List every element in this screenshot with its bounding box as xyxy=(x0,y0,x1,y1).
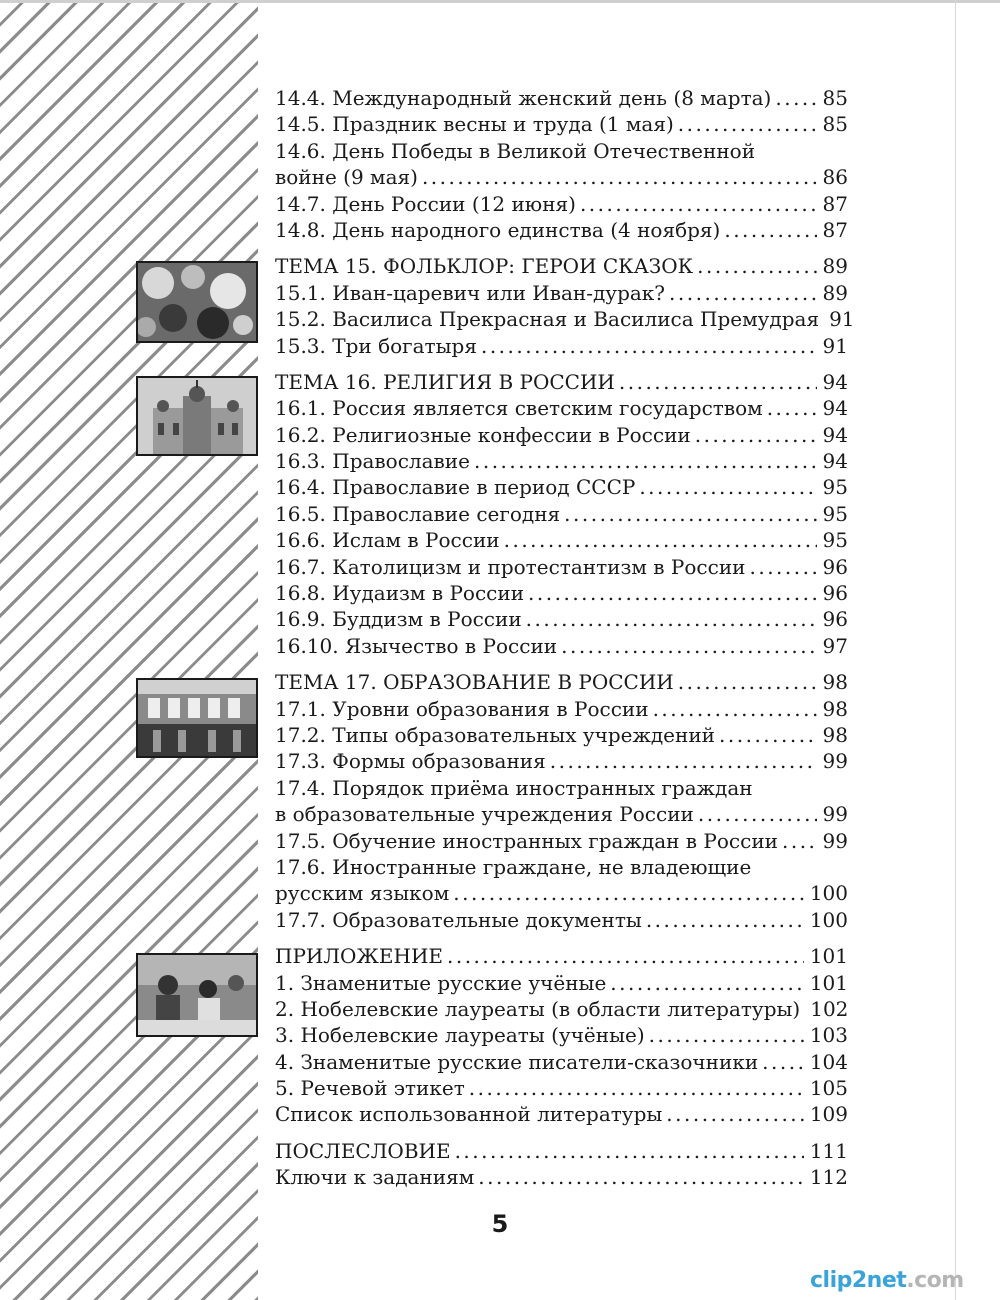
toc-page-number: 91 xyxy=(822,333,848,358)
toc-page-number: 96 xyxy=(822,581,848,606)
toc-page-number: 100 xyxy=(809,907,848,932)
toc-entry[interactable]: войне (9 мая) ..... 86 xyxy=(275,164,848,190)
toc-page-number: 85 xyxy=(822,112,848,137)
toc-entry[interactable]: 3. Нобелевские лауреаты (учёные) ..... 103 xyxy=(275,1022,848,1048)
toc-entry[interactable]: 5. Речевой этикет ..... 105 xyxy=(275,1075,848,1101)
watermark-domain: .com xyxy=(906,1268,964,1293)
toc-entry-line1[interactable]: 17.6. Иностранные граждане, не владеющие xyxy=(275,854,752,879)
toc-page-number: 112 xyxy=(809,1165,848,1190)
toc-page-number: 99 xyxy=(822,828,848,853)
toc-entry[interactable]: 17.2. Типы образовательных учреждений ..... 98 xyxy=(275,722,848,748)
toc-entry[interactable]: 2. Нобелевские лауреаты (в области литературы) 102 xyxy=(275,996,849,1021)
toc-entry[interactable]: 16.9. Буддизм в России ..... 96 xyxy=(275,606,848,632)
toc-entry[interactable]: 15.1. Иван-царевич или Иван-дурак? ..... 89 xyxy=(275,280,848,306)
toc-page-number: 89 xyxy=(822,280,848,305)
toc-page-number: 89 xyxy=(822,254,848,279)
hatched-margin xyxy=(0,0,258,1300)
toc-entry[interactable]: 16.7. Католицизм и протестантизм в России ..... 96 xyxy=(275,554,848,580)
toc-entry-line1[interactable]: 14.6. День Победы в Великой Отечественной xyxy=(275,138,756,163)
toc-page-number: 98 xyxy=(822,722,848,747)
toc-entry[interactable]: 16.10. Язычество в России ..... 97 xyxy=(275,633,848,659)
toc-page-number: 95 xyxy=(822,528,848,553)
toc-entry[interactable]: в образовательные учреждения России ..... 99 xyxy=(275,801,848,827)
toc-entry[interactable]: русским языком ..... 100 xyxy=(275,880,848,906)
toc-page-number: 105 xyxy=(809,1076,848,1101)
toc-entry[interactable]: 17.3. Формы образования ..... 99 xyxy=(275,748,848,774)
toc-page-number: 98 xyxy=(822,670,848,695)
toc-page-number: 111 xyxy=(809,1138,848,1163)
watermark xyxy=(810,1268,964,1293)
toc-page-number: 94 xyxy=(822,422,848,447)
toc-page-number: 87 xyxy=(822,191,848,216)
watermark-brand: clip2net xyxy=(810,1268,907,1293)
toc-entry[interactable]: 16.3. Православие ..... 94 xyxy=(275,448,848,474)
toc-entry[interactable]: 15.3. Три богатыря ..... 91 xyxy=(275,333,848,359)
toc-entry[interactable]: Список использованной литературы ..... 109 xyxy=(275,1101,848,1127)
toc-topic-heading[interactable]: ТЕМА 16. РЕЛИГИЯ В РОССИИ ..... 94 xyxy=(275,369,848,395)
religion-photo xyxy=(136,376,258,456)
toc-entry[interactable]: 16.5. Православие сегодня ..... 95 xyxy=(275,501,848,527)
table-of-contents xyxy=(275,85,855,1191)
appendix-photo xyxy=(136,953,258,1037)
toc-page-number: 99 xyxy=(822,749,848,774)
toc-entry-line1[interactable]: 17.4. Порядок приёма иностранных граждан xyxy=(275,775,753,800)
toc-topic-heading[interactable]: ТЕМА 15. ФОЛЬКЛОР: ГЕРОИ СКАЗОК ..... 89 xyxy=(275,253,848,279)
toc-page-number: 96 xyxy=(822,554,848,579)
toc-entry[interactable]: 1. Знаменитые русские учёные ..... 101 xyxy=(275,970,848,996)
toc-page-number: 102 xyxy=(810,996,849,1021)
toc-page-number: 94 xyxy=(822,449,848,474)
toc-page-number: 98 xyxy=(822,696,848,721)
toc-entry[interactable]: 14.5. Праздник весны и труда (1 мая) ..... 85 xyxy=(275,111,848,137)
toc-page-number: 96 xyxy=(822,607,848,632)
toc-entry[interactable]: 17.1. Уровни образования в России ..... 98 xyxy=(275,696,848,722)
toc-page-number: 109 xyxy=(809,1102,848,1127)
toc-page-number: 94 xyxy=(822,369,848,394)
toc-page-number: 101 xyxy=(809,970,848,995)
toc-page-number: 103 xyxy=(809,1023,848,1048)
toc-page-number: 91 xyxy=(829,307,855,332)
toc-entry[interactable]: 14.8. День народного единства (4 ноября) ..... 87 xyxy=(275,217,848,243)
toc-page-number: 86 xyxy=(822,165,848,190)
toc-page-number: 99 xyxy=(822,802,848,827)
toc-entry[interactable]: 16.1. Россия является светским государством ..... 94 xyxy=(275,395,848,421)
toc-entry[interactable]: 16.8. Иудаизм в России ..... 96 xyxy=(275,580,848,606)
toc-entry[interactable]: 17.7. Образовательные документы ..... 100 xyxy=(275,907,848,933)
toc-page-number: 95 xyxy=(822,501,848,526)
toc-page-number: 97 xyxy=(822,633,848,658)
folklore-photo xyxy=(136,261,258,343)
toc-page-number: 87 xyxy=(822,217,848,242)
education-photo xyxy=(136,678,258,758)
toc-page-number: 101 xyxy=(809,944,848,969)
toc-entry[interactable]: 16.6. Ислам в России ..... 95 xyxy=(275,527,848,553)
right-rule xyxy=(955,0,956,1300)
toc-entry[interactable]: 15.2. Василиса Прекрасная и Василиса Премудрая 91 xyxy=(275,307,855,332)
toc-page-number: 85 xyxy=(822,86,848,110)
toc-entry[interactable]: 17.5. Обучение иностранных граждан в России ..... 99 xyxy=(275,828,848,854)
toc-page-number: 104 xyxy=(809,1049,848,1074)
toc-entry[interactable]: 4. Знаменитые русские писатели-сказочники ..... 104 xyxy=(275,1049,848,1075)
toc-page-number: 94 xyxy=(822,396,848,421)
toc-page-number: 95 xyxy=(822,475,848,500)
toc-entry[interactable]: 14.4. Международный женский день (8 марта) ..... 85 xyxy=(275,85,848,111)
toc-entry[interactable]: Ключи к заданиям ..... 112 xyxy=(275,1164,848,1190)
toc-entry[interactable]: 14.7. День России (12 июня) ..... 87 xyxy=(275,191,848,217)
top-rule xyxy=(0,0,1000,3)
toc-topic-heading[interactable]: ПОСЛЕСЛОВИЕ ..... 111 xyxy=(275,1138,848,1164)
toc-entry[interactable]: 16.2. Религиозные конфессии в России ..... 94 xyxy=(275,422,848,448)
toc-topic-heading[interactable]: ПРИЛОЖЕНИЕ ..... 101 xyxy=(275,943,848,969)
toc-entry[interactable]: 16.4. Православие в период СССР ..... 95 xyxy=(275,474,848,500)
toc-topic-heading[interactable]: ТЕМА 17. ОБРАЗОВАНИЕ В РОССИИ ..... 98 xyxy=(275,669,848,695)
toc-page-number: 100 xyxy=(809,881,848,906)
page-number: 5 xyxy=(491,1210,509,1238)
